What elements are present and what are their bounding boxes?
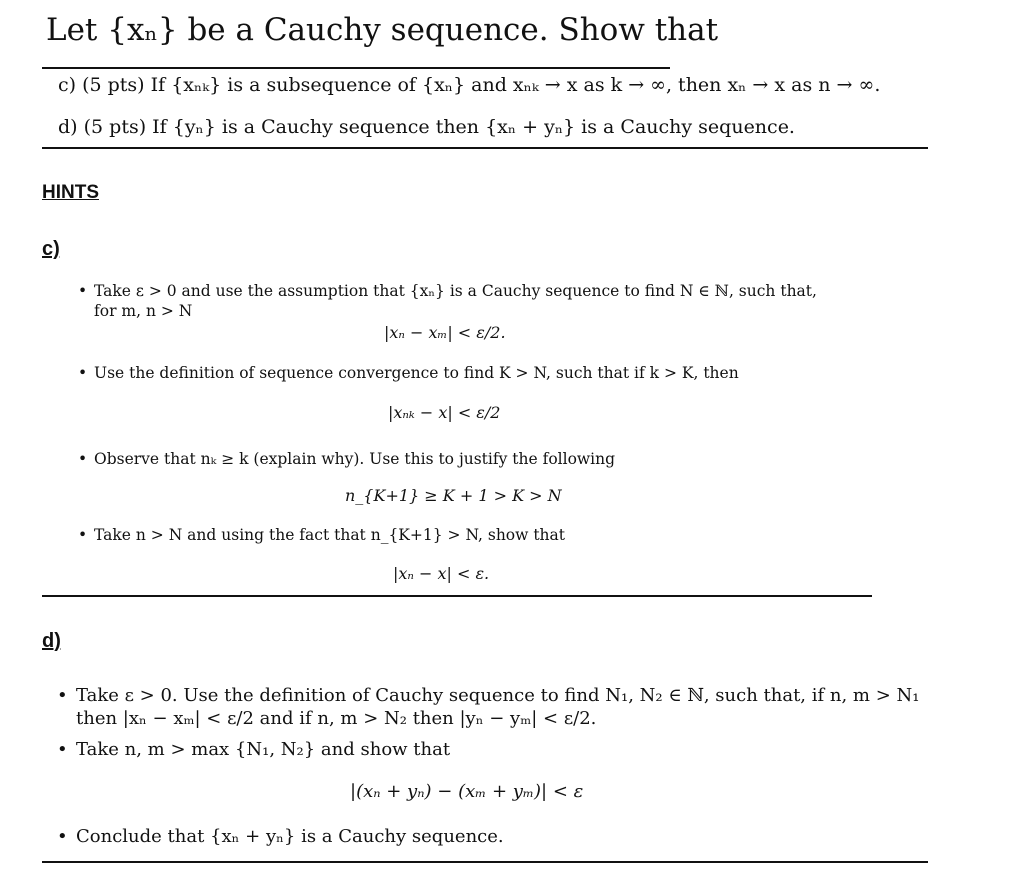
section-c-bullet-2 (78, 364, 739, 382)
bullet-text: Use the definition of sequence convergence to find K > N, such that if k > K, then (94, 364, 739, 382)
bullet-icon: • (57, 826, 68, 847)
hints-heading: HINTS (42, 182, 99, 203)
section-d-heading: d) (42, 630, 61, 652)
section-c-bullet-1 (78, 282, 817, 300)
bullet-text: Conclude that {xₙ + yₙ} is a Cauchy sequence. (76, 826, 504, 847)
bullet-text: Take n > N and using the fact that n_{K+1} > N, show that (94, 526, 566, 544)
problem-d: d) (5 pts) If {yₙ} is a Cauchy sequence then {xₙ + yₙ} is a Cauchy sequence. (58, 116, 795, 138)
section-d-bullet-2 (57, 739, 450, 760)
bullet-text: Take ε > 0 and use the assumption that {xₙ} is a Cauchy sequence to find N ∈ ℕ, such that, (94, 282, 817, 300)
problem-c: c) (5 pts) If {xₙₖ} is a subsequence of {xₙ} and xₙₖ → x as k → ∞, then xₙ → x as n → ∞. (58, 74, 881, 96)
title-divider (42, 67, 670, 69)
bullet-icon: • (57, 685, 68, 706)
section-c-bullet-3 (78, 450, 615, 468)
section-c-divider (42, 595, 872, 597)
section-d-equation-1: |(xₙ + yₙ) − (xₘ + yₘ)| < ε (350, 781, 584, 802)
section-c-bullet-1-cont: for m, n > N (94, 302, 193, 320)
section-d-bullet-1 (57, 685, 919, 706)
section-d-bullet-1-cont: then |xₙ − xₘ| < ε/2 and if n, m > N₂ then |yₙ − yₘ| < ε/2. (76, 708, 597, 729)
problems-divider (42, 147, 928, 149)
section-c-heading: c) (42, 238, 60, 260)
bullet-icon: • (78, 364, 88, 382)
bullet-text: Take ε > 0. Use the definition of Cauchy sequence to find N₁, N₂ ∈ ℕ, such that, if n, m > N₁ (76, 685, 920, 706)
section-c-bullet-4 (78, 526, 565, 544)
bullet-text: Observe that nₖ ≥ k (explain why). Use this to justify the following (94, 450, 616, 468)
bullet-icon: • (78, 450, 88, 468)
section-c-equation-4: |xₙ − x| < ε. (393, 564, 490, 583)
section-d-bullet-3 (57, 826, 504, 847)
section-c-equation-3: n_{K+1} ≥ K + 1 > K > N (345, 486, 562, 505)
bullet-icon: • (78, 526, 88, 544)
section-d-divider (42, 861, 928, 863)
bullet-icon: • (57, 739, 68, 760)
bullet-text: Take n, m > max {N₁, N₂} and show that (76, 739, 451, 760)
bullet-icon: • (78, 282, 88, 300)
page-title: Let {xₙ} be a Cauchy sequence. Show that (46, 12, 719, 48)
section-c-equation-1: |xₙ − xₘ| < ε/2. (384, 323, 506, 342)
section-c-equation-2: |xₙₖ − x| < ε/2 (388, 403, 501, 422)
